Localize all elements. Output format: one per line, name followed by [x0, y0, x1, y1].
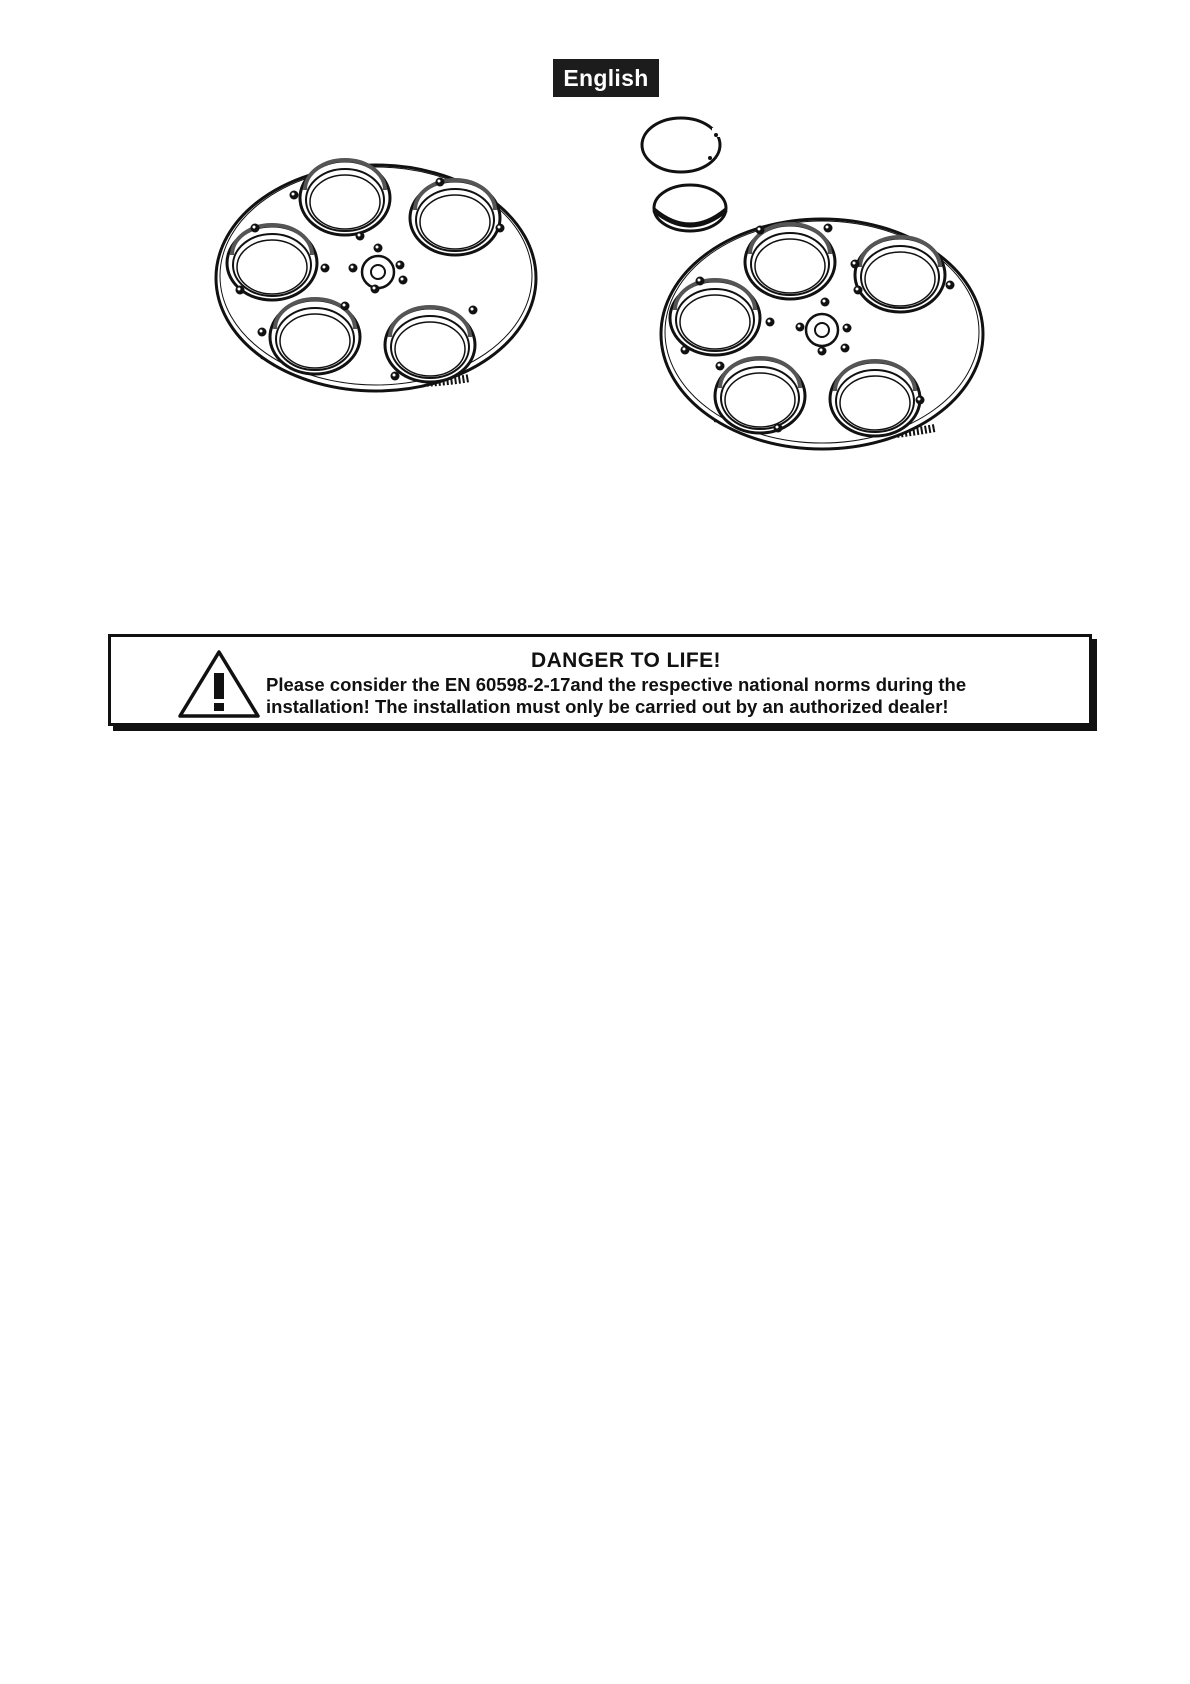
warning-text-line-1: Please consider the EN 60598-2-17and the respective national norms during the [266, 674, 967, 695]
retaining-ring-icon [642, 118, 722, 172]
gobo-wheel-with-gobo-and-ring-icon [661, 219, 983, 449]
warning-title: DANGER TO LIFE! [531, 649, 721, 672]
warning-text-line-2: installation! The installation must only be carried out by an authorized dealer! [266, 696, 949, 717]
danger-warning-box [108, 634, 1092, 726]
language-label: English [563, 64, 649, 91]
gobo-wheel-icon [216, 160, 536, 391]
gobo-wheel-illustration [0, 0, 1190, 470]
gobo-disc-icon [654, 185, 726, 231]
warning-triangle-icon [177, 649, 261, 719]
